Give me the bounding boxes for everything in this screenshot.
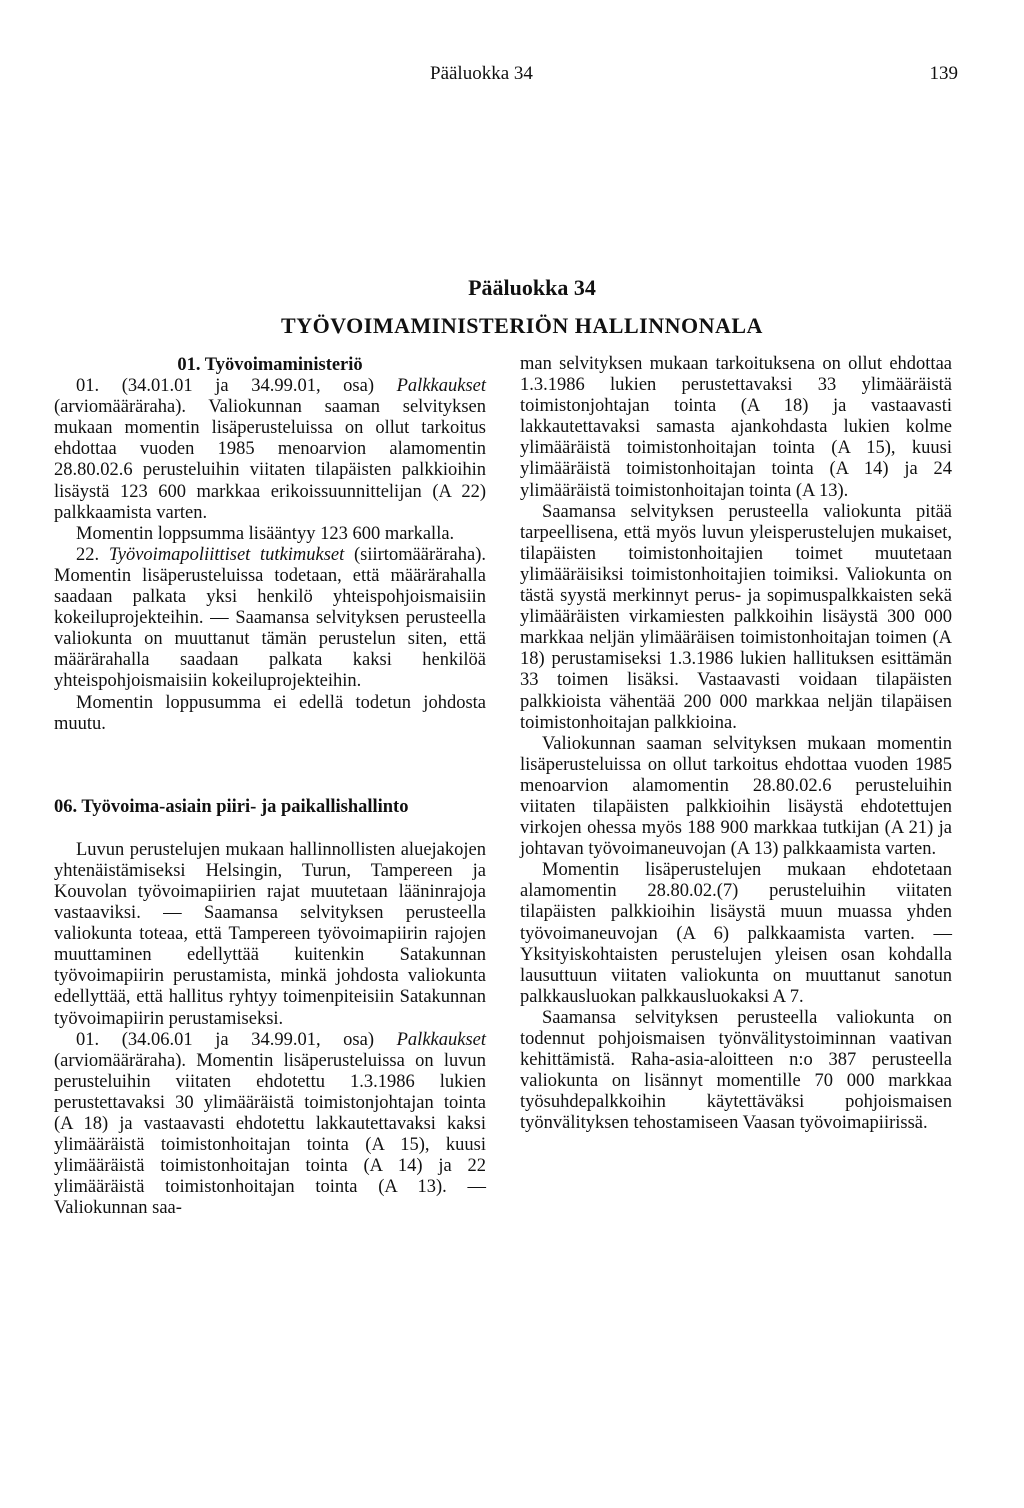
chapter-heading-01: 01. Työvoimaministeriö (177, 355, 363, 375)
paragraph: Momentin loppsumma lisääntyy 123 600 markalla. (76, 523, 455, 544)
paragraph: man selvityksen mukaan tarkoituksena on ollut ehdottaa 1.3.1986 lukien perustettavaksi 33 ylimääräistä toimistonjohtajan tointa (A 18) ja vastaavasti lakkautettavaksi samasta ajankohdasta lukien kolme ylimääräistä toimistonhoitajan tointa (A 15), kuusi ylimääräistä toimistonhoitajan tointa (A 14) ja 24 ylimääräistä toimistonhoitajan tointa (A 13). (520, 354, 952, 501)
paragraph-text: 01. (34.01.01 ja 34.99.01, osa) (76, 376, 397, 397)
paragraph-text: (arviomääräraha). Valiokunnan saaman selvityksen mukaan momentin lisäperusteluissa on ollut tarkoitus ehdottaa vuoden 1985 menoarvion alamomentin 28.80.02.6 perusteluihin viitaten tilapäisten palkkioihin lisäystä 123 600 markkaa erikoissuunnittelijan (A 22) palkkaamista varten. (54, 397, 486, 523)
administrative-branch-title: TYÖVOIMAMINISTERIÖN HALLINNONALA (281, 313, 763, 338)
paragraph: Saamansa selvityksen perusteella valiokunta on todennut pohjoismaisen työnvälitystoiminnan vaativan kehittämistä. Raha-asia-aloitteen n:o 387 perusteella valiokunta on lisännyt momentille 70 000 markkaa työsuhdepalkkoihin käytettäväksi pohjoismaisen työnvälityksen tehostamiseen Vaasan työvoimapiirissä. (520, 1007, 952, 1134)
page-number: 139 (929, 63, 958, 84)
right-column (520, 354, 952, 1134)
spacer (54, 735, 486, 797)
paragraph: Valiokunnan saaman selvityksen mukaan momentin lisäperusteluissa on ollut tarkoitus ehdottaa vuoden 1985 menoarvion alamomentin 28.80.02.6 perusteluihin viitaten tilapäisten palkkioihin lisäystä ehdotettujen virkojen ohessa myös 188 900 markkaa tutkijan (A 21) ja johtavan työvoimaneuvojan (A 13) palkkaamista varten. (520, 733, 952, 860)
paragraph: Saamansa selvityksen perusteella valiokunta pitää tarpeellisena, että myös luvun yleisperustelujen mukaiset, tilapäisten toimistonhoitajien toimet muutetaan ylimääräisiksi toimistonhoitajien toimiksi. Valiokunta on tästä syystä merkinnyt perus- ja sopimuspalkkaisten sekä ylimääräisten virkamiesten palkkoihin lisäystä 300 000 markkaa neljän ylimääräisen toimistonhoitajan toimen (A 18) perustamiseksi 1.3.1986 lukien hallituksen esittämän 33 toimen lisäksi. Vastaavasti voidaan tilapäisten palkkioista vähentää 200 000 markkaa neljän tilapäisen toimistonhoitajan palkkioina. (520, 501, 952, 733)
item-title: Palkkaukset (396, 1029, 486, 1050)
paragraph (54, 1030, 486, 1220)
paragraph: Luvun perustelujen mukaan hallinnollisten aluejakojen yhtenäistämiseksi Helsingin, Turun, Tampereen ja Kouvolan työvoimapiirien rajat muutetaan lääninrajoja vastaaviksi. — Saamansa selvityksen perusteella valiokunta toteaa, että Tampereen työvoimapiirin rajojen muuttaminen edellyttää kuitenkin Satakunnan työvoimapiirin perustamista, minkä johdosta valiokunta edellyttää, että hallitus ryhtyy toimenpiteisiin Satakunnan työvoimapiirin perustamiseksi. (54, 839, 486, 1029)
left-column (54, 355, 486, 1219)
main-class-title: Pääluokka 34 (468, 275, 596, 300)
paragraph-text: (arviomääräraha). Momentin lisäperusteluissa on luvun perusteluihin viitaten ehdotettu 1.3.1986 lukien perustettavaksi 30 ylimääräistä toimistonjohtajan tointa (A 18) ja vastaavasti ehdotettu lakkautettavaksi kaksi ylimääräistä toimistonhoitajan tointa (A 15), kuusi ylimääräistä toimistonhoitajan tointa (A 14) ja 22 ylimääräistä toimistonhoitajan tointa (A 13). — Valiokunnan saa- (54, 1050, 486, 1219)
chapter-heading-06: 06. Työvoima-asiain piiri- ja paikallishallinto (54, 796, 409, 817)
running-head (0, 63, 1024, 93)
paragraph (54, 545, 486, 693)
paragraph-text: 22. (76, 544, 109, 565)
spacer (54, 818, 486, 840)
item-title: Työvoimapoliittiset tutkimukset (108, 544, 345, 565)
paragraph (54, 376, 486, 524)
section-heading (0, 273, 1024, 341)
item-title: Palkkaukset (396, 376, 486, 397)
running-title: Pääluokka 34 (430, 63, 533, 84)
paragraph-text: (siirtomääräraha). Momentin lisäperusteluissa todetaan, että määrärahalla saadaan palkata yksi henkilö yhteispohjoismaisiin kokeiluprojekteihin. — Saamansa selvityksen perusteella valiokunta on muuttanut tämän perustelun siten, että määrärahalla saadaan palkata kaksi henkilöä yhteispohjoismaisiin kokeiluprojekteihin. (54, 544, 487, 692)
paragraph-text: 01. (34.06.01 ja 34.99.01, osa) (76, 1029, 397, 1050)
paragraph: Momentin loppusumma ei edellä todetun johdosta muutu. (54, 692, 486, 734)
paragraph: Momentin lisäperustelujen mukaan ehdotetaan alamomentin 28.80.02.(7) perusteluihin viitaten tilapäisten palkkioihin lisäystä muun muassa yhden työvoimaneuvojan (A 6) palkkaamista varten. — Yksityiskohtaisten perustelujen yleisen osan kohdalla lausuttuun viitaten valiokunta on muuttanut sanotun palkkausluokan palkkausluokaksi A 7. (520, 860, 952, 1007)
